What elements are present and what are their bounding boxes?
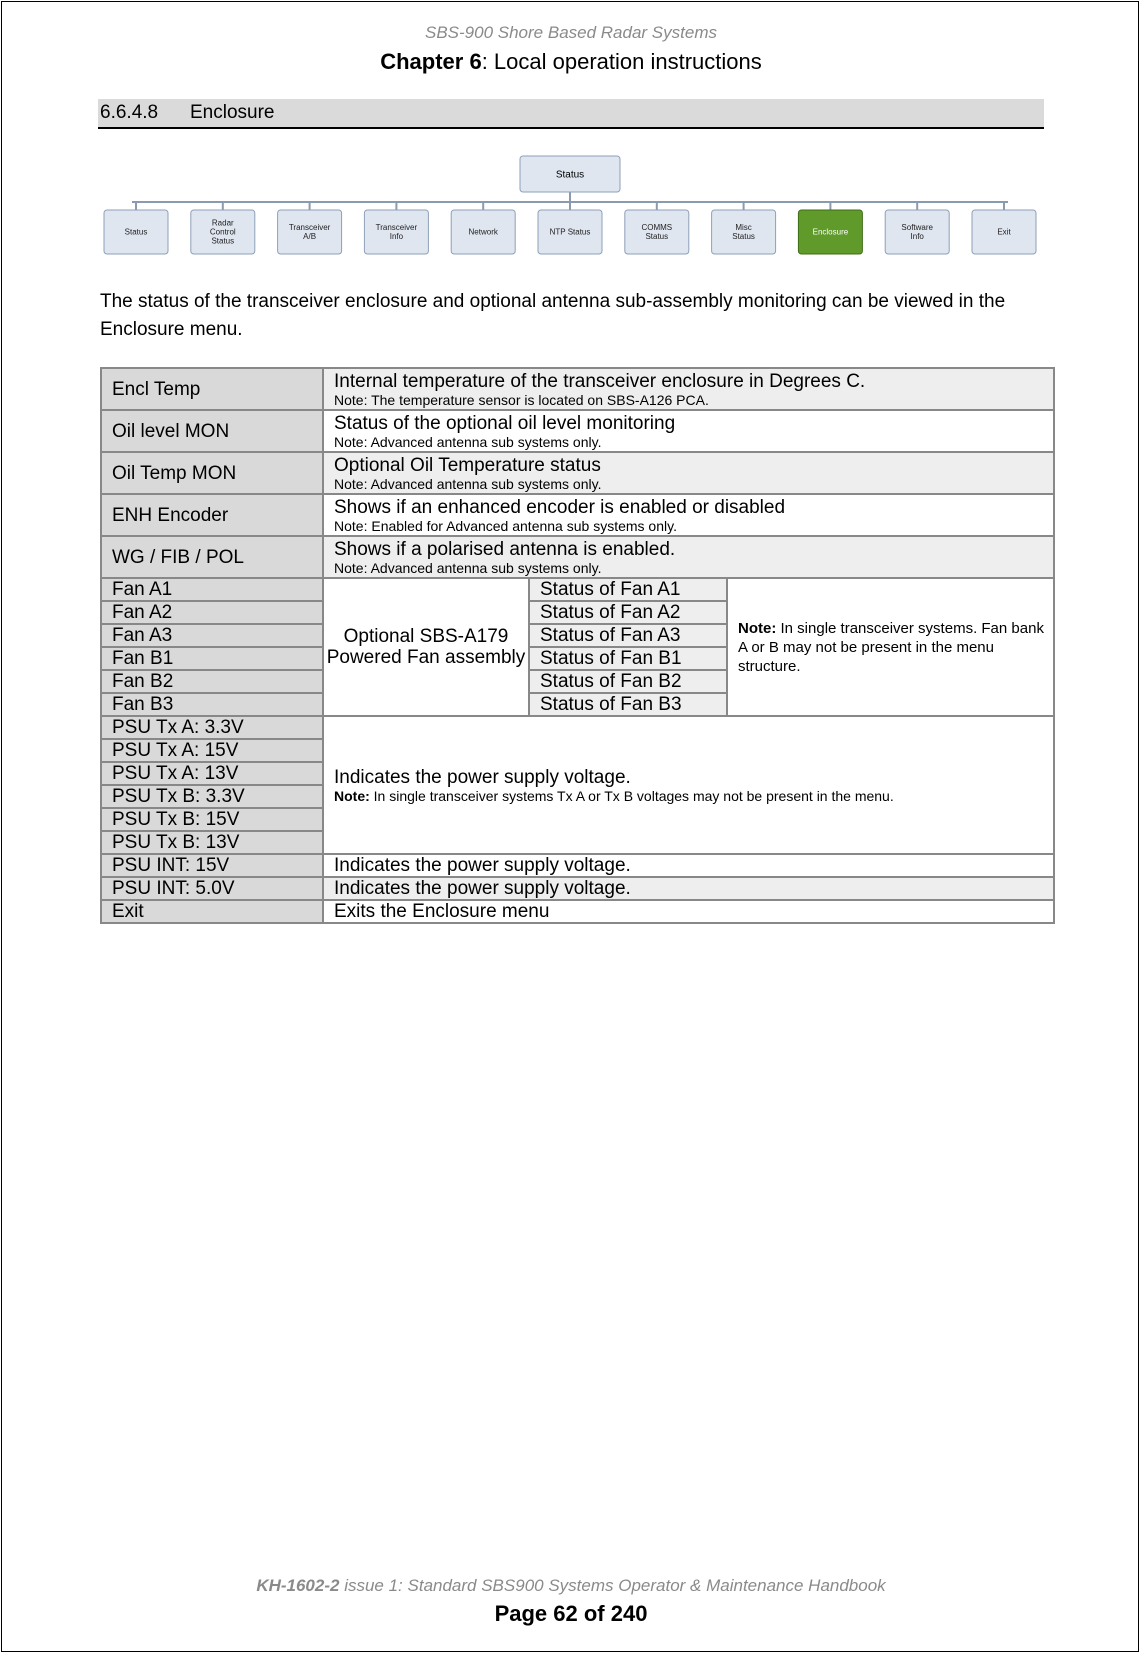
menu-node [798, 210, 862, 254]
row-label: Oil level MON [101, 410, 323, 452]
psu-label: PSU Tx A: 13V [101, 762, 323, 785]
row-label: WG / FIB / POL [101, 536, 323, 578]
section-heading [98, 99, 1044, 129]
menu-node [278, 210, 342, 254]
intro-paragraph: The status of the transceiver enclosure and optional antenna sub-assembly monitoring can be viewed in the Enclosure menu. [100, 291, 1006, 340]
document-title: issue 1: Standard SBS900 Systems Operator & Maintenance Handbook [339, 1576, 886, 1595]
fan-status: Status of Fan B3 [529, 693, 727, 716]
table-row [101, 410, 1054, 452]
psu-description: Indicates the power supply voltage. Note: In single transceiver systems Tx A or Tx B voltages may not be present in the menu. [323, 716, 1054, 854]
psu-label: PSU Tx A: 3.3V [101, 716, 323, 739]
svg-text:Enclosure: Enclosure [812, 227, 849, 237]
menu-node [451, 210, 515, 254]
psu-label: PSU Tx A: 15V [101, 739, 323, 762]
row-label: PSU INT: 15V [101, 854, 323, 877]
svg-text:Control: Control [209, 227, 236, 237]
chapter-number: Chapter 6 [380, 49, 482, 74]
menu-node [538, 210, 602, 254]
row-description: Exits the Enclosure menu [323, 900, 1054, 923]
row-description: Shows if an enhanced encoder is enabled or disabled Note: Enabled for Advanced antenna sub systems only. [323, 494, 1054, 536]
table-row [101, 368, 1054, 410]
svg-text:Status: Status [124, 227, 148, 237]
svg-text:Misc: Misc [735, 223, 752, 233]
fan-description: Optional SBS-A179 Powered Fan assembly [323, 578, 529, 716]
table-row [101, 536, 1054, 578]
table-row [101, 716, 1054, 739]
psu-label: PSU Tx B: 13V [101, 831, 323, 854]
fan-status: Status of Fan A1 [529, 578, 727, 601]
enclosure-menu-table [100, 367, 1055, 924]
menu-node [364, 210, 428, 254]
menu-node [972, 210, 1036, 254]
table-row [101, 494, 1054, 536]
fan-label: Fan B3 [101, 693, 323, 716]
row-description: Indicates the power supply voltage. [323, 854, 1054, 877]
svg-text:Info: Info [910, 232, 924, 242]
fan-note: Note: In single transceiver systems. Fan bank A or B may not be present in the menu structure. [727, 578, 1054, 716]
psu-label: PSU Tx B: 3.3V [101, 785, 323, 808]
fan-label: Fan A1 [101, 578, 323, 601]
table-row [101, 877, 1054, 900]
svg-text:Status: Status [732, 232, 755, 242]
page-number: Page 62 of 240 [494, 1601, 648, 1626]
svg-text:Exit: Exit [997, 227, 1011, 237]
row-description: Internal temperature of the transceiver enclosure in Degrees C. Note: The temperature sensor is located on SBS-A126 PCA. [323, 368, 1054, 410]
svg-text:Radar: Radar [211, 218, 234, 228]
row-description: Optional Oil Temperature status Note: Advanced antenna sub systems only. [323, 452, 1054, 494]
menu-node [625, 210, 689, 254]
section-title: Enclosure [190, 102, 275, 123]
svg-text:Status: Status [555, 169, 585, 181]
svg-text:A/B: A/B [303, 232, 317, 242]
svg-text:Status: Status [211, 236, 235, 246]
table-row [101, 900, 1054, 923]
fan-label: Fan B2 [101, 670, 323, 693]
table-row [101, 854, 1054, 877]
menu-node [104, 210, 168, 254]
fan-status: Status of Fan B1 [529, 647, 727, 670]
svg-text:NTP Status: NTP Status [549, 227, 591, 237]
svg-text:COMMS: COMMS [641, 223, 673, 233]
row-label: Exit [101, 900, 323, 923]
fan-label: Fan A3 [101, 624, 323, 647]
row-label: ENH Encoder [101, 494, 323, 536]
menu-node [712, 210, 776, 254]
fan-label: Fan B1 [101, 647, 323, 670]
chapter-title: : Local operation instructions [481, 49, 762, 74]
row-description: Status of the optional oil level monitoring Note: Advanced antenna sub systems only. [323, 410, 1054, 452]
svg-text:Transceiver: Transceiver [375, 223, 418, 233]
row-description: Shows if a polarised antenna is enabled. Note: Advanced antenna sub systems only. [323, 536, 1054, 578]
svg-text:Info: Info [389, 232, 404, 242]
fan-status: Status of Fan B2 [529, 670, 727, 693]
svg-text:Transceiver: Transceiver [288, 223, 331, 233]
section-number: 6.6.4.8 [100, 102, 159, 123]
row-label: PSU INT: 5.0V [101, 877, 323, 900]
psu-label: PSU Tx B: 15V [101, 808, 323, 831]
header-product: SBS-900 Shore Based Radar Systems [425, 23, 717, 42]
fan-status: Status of Fan A2 [529, 601, 727, 624]
footer-document [0, 1576, 1142, 1596]
fan-status: Status of Fan A3 [529, 624, 727, 647]
table-row [101, 452, 1054, 494]
menu-node [191, 210, 255, 254]
svg-text:Status: Status [645, 232, 669, 242]
menu-root-label [556, 169, 584, 180]
fan-label: Fan A2 [101, 601, 323, 624]
svg-text:Network: Network [468, 227, 498, 237]
row-description: Indicates the power supply voltage. [323, 877, 1054, 900]
table-row [101, 578, 1054, 601]
row-label: Encl Temp [101, 368, 323, 410]
menu-tree-diagram [100, 152, 1040, 262]
menu-node [885, 210, 949, 254]
header-chapter [0, 49, 1142, 75]
row-label: Oil Temp MON [101, 452, 323, 494]
svg-text:Software: Software [901, 223, 933, 233]
document-number: KH-1602-2 [256, 1576, 340, 1595]
